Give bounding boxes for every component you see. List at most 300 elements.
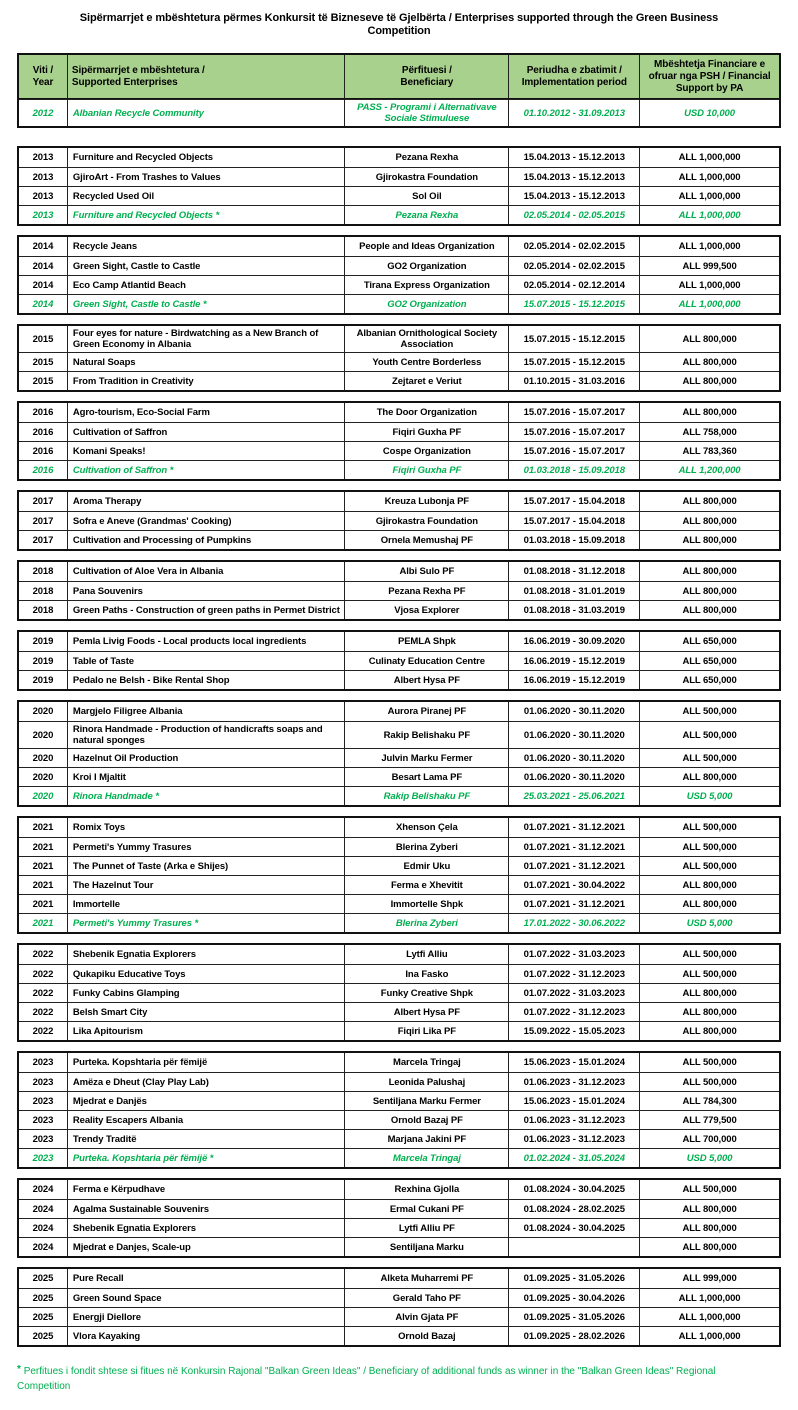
beneficiary-cell: Ornold Bazaj <box>344 1327 508 1345</box>
period-cell: 01.02.2024 - 31.05.2024 <box>508 1149 639 1167</box>
table-row <box>19 945 779 964</box>
table-row <box>19 721 779 748</box>
period-cell: 15.07.2015 - 15.12.2015 <box>508 295 639 313</box>
year-cell: 2022 <box>32 1025 54 1037</box>
enterprise-cell: From Tradition in Creativity <box>67 372 344 390</box>
beneficiary-cell: Xhenson Çela <box>344 818 508 837</box>
period-cell <box>508 1238 639 1256</box>
support-cell: USD 5,000 <box>639 1149 779 1167</box>
table-row <box>19 148 779 167</box>
enterprise-cell: Permeti's Yummy Trasures <box>67 838 344 856</box>
year-cell: 2018 <box>32 585 54 597</box>
period-cell: 02.05.2014 - 02.02.2015 <box>508 237 639 256</box>
table-row <box>19 651 779 670</box>
period-cell: 02.05.2014 - 02.02.2015 <box>508 257 639 275</box>
table-row <box>19 237 779 256</box>
period-cell: 01.06.2023 - 31.12.2023 <box>508 1130 639 1148</box>
support-cell: ALL 700,000 <box>639 1130 779 1148</box>
year-cell: 2019 <box>32 655 54 667</box>
enterprise-cell: Sofra e Aneve (Grandmas' Cooking) <box>67 512 344 530</box>
year-cell: 2016 <box>32 445 54 457</box>
header-beneficiary-en: Beneficiary <box>400 76 454 88</box>
beneficiary-cell: Albi Sulo PF <box>344 562 508 581</box>
year-cell: 2024 <box>32 1184 54 1195</box>
year-group <box>17 630 781 691</box>
support-cell: ALL 800,000 <box>639 895 779 913</box>
enterprise-cell: Agalma Sustainable Souvenirs <box>67 1200 344 1218</box>
table-row <box>19 294 779 313</box>
table-row <box>19 511 779 530</box>
beneficiary-cell: Rexhina Gjolla <box>344 1180 508 1199</box>
year-cell: 2022 <box>32 949 54 960</box>
beneficiary-cell: Marcela Tringaj <box>344 1053 508 1072</box>
footnote-text: Perfitues i fondit shtese si fitues në Konkursin Rajonal "Balkan Green Ideas" / Beneficiary of additional funds as winner in the "Balkan Green Ideas" Regional Competition <box>17 1366 716 1392</box>
period-cell: 01.03.2018 - 15.09.2018 <box>508 461 639 479</box>
period-cell: 01.06.2020 - 30.11.2020 <box>508 722 639 748</box>
header-cell-period <box>508 55 639 98</box>
beneficiary-cell: Blerina Zyberi <box>344 914 508 932</box>
table-row <box>19 837 779 856</box>
period-cell: 01.07.2021 - 31.12.2021 <box>508 818 639 837</box>
enterprise-cell: Hazelnut Oil Production <box>67 749 344 767</box>
period-cell: 01.09.2025 - 30.04.2026 <box>508 1289 639 1307</box>
enterprise-cell: Immortelle <box>67 895 344 913</box>
period-cell: 15.04.2013 - 15.12.2013 <box>508 168 639 186</box>
enterprise-cell: GjiroArt - From Trashes to Values <box>67 168 344 186</box>
table-row <box>19 600 779 619</box>
table-row <box>19 371 779 390</box>
support-cell: USD 10,000 <box>639 100 779 126</box>
beneficiary-cell: Pezana Rexha <box>344 148 508 167</box>
year-group <box>17 490 781 551</box>
support-cell: ALL 1,000,000 <box>639 206 779 224</box>
enterprise-cell: Recycle Jeans <box>67 237 344 256</box>
year-group <box>17 235 781 315</box>
enterprise-cell: Agro-tourism, Eco-Social Farm <box>67 403 344 422</box>
beneficiary-cell: Pezana Rexha <box>344 206 508 224</box>
enterprise-cell: Green Sound Space <box>67 1289 344 1307</box>
table-row <box>19 1148 779 1167</box>
year-cell: 2021 <box>32 822 54 833</box>
support-cell: ALL 800,000 <box>639 372 779 390</box>
year-cell: 2014 <box>32 279 54 291</box>
period-cell: 01.06.2020 - 30.11.2020 <box>508 749 639 767</box>
table-row <box>19 1110 779 1129</box>
beneficiary-cell: Gerald Taho PF <box>344 1289 508 1307</box>
period-cell: 16.06.2019 - 15.12.2019 <box>508 652 639 670</box>
table-row <box>19 1288 779 1307</box>
period-cell: 01.06.2023 - 31.12.2023 <box>508 1073 639 1091</box>
period-cell: 01.07.2021 - 30.04.2022 <box>508 876 639 894</box>
year-cell: 2021 <box>32 879 54 891</box>
support-cell: ALL 800,000 <box>639 1003 779 1021</box>
enterprise-cell: Cultivation of Saffron * <box>67 461 344 479</box>
enterprise-cell: Shebenik Egnatia Explorers <box>67 945 344 964</box>
support-cell: USD 5,000 <box>639 787 779 805</box>
year-cell: 2013 <box>32 152 54 163</box>
enterprise-cell: Mjedrat e Danjes, Scale-up <box>67 1238 344 1256</box>
beneficiary-cell: Albert Hysa PF <box>344 1003 508 1021</box>
support-cell: ALL 800,000 <box>639 403 779 422</box>
enterprise-cell: Mjedrat e Danjës <box>67 1092 344 1110</box>
period-cell: 15.07.2016 - 15.07.2017 <box>508 423 639 441</box>
year-cell: 2023 <box>32 1076 54 1088</box>
enterprise-cell: Ferma e Kërpudhave <box>67 1180 344 1199</box>
support-cell: ALL 1,000,000 <box>639 148 779 167</box>
enterprise-cell: Eco Camp Atlantid Beach <box>67 276 344 294</box>
support-cell: ALL 500,000 <box>639 1073 779 1091</box>
enterprise-cell: Pure Recall <box>67 1269 344 1288</box>
table-row <box>19 818 779 837</box>
support-cell: ALL 1,000,000 <box>639 295 779 313</box>
beneficiary-cell: Cospe Organization <box>344 442 508 460</box>
beneficiary-cell: Marjana Jakini PF <box>344 1130 508 1148</box>
header-cell-enterprise <box>67 55 344 98</box>
enterprise-cell: Albanian Recycle Community <box>67 100 344 126</box>
period-cell: 15.09.2022 - 15.05.2023 <box>508 1022 639 1040</box>
beneficiary-cell: Rakip Belishaku PF <box>344 722 508 748</box>
support-cell: USD 5,000 <box>639 914 779 932</box>
table-row <box>19 1072 779 1091</box>
year-group <box>17 816 781 934</box>
year-cell: 2023 <box>32 1152 54 1164</box>
enterprise-cell: Green Sight, Castle to Castle <box>67 257 344 275</box>
support-cell: ALL 1,000,000 <box>639 168 779 186</box>
beneficiary-cell: Besart Lama PF <box>344 768 508 786</box>
enterprise-cell: Cultivation of Aloe Vera in Albania <box>67 562 344 581</box>
table-row <box>19 403 779 422</box>
year-cell: 2022 <box>32 987 54 999</box>
support-cell: ALL 500,000 <box>639 722 779 748</box>
header-beneficiary-sq: Përfituesi / <box>401 64 452 76</box>
period-cell: 01.03.2018 - 15.09.2018 <box>508 531 639 549</box>
enterprise-cell: Cultivation of Saffron <box>67 423 344 441</box>
period-cell: 01.07.2022 - 31.12.2023 <box>508 1003 639 1021</box>
beneficiary-cell: Ina Fasko <box>344 965 508 983</box>
enterprise-cell: Komani Speaks! <box>67 442 344 460</box>
table-row <box>19 581 779 600</box>
year-cell: 2016 <box>32 464 54 476</box>
table-row <box>19 1237 779 1256</box>
beneficiary-cell: Fiqiri Guxha PF <box>344 423 508 441</box>
year-cell: 2025 <box>32 1273 54 1284</box>
support-cell: ALL 1,000,000 <box>639 1327 779 1345</box>
period-cell: 01.06.2020 - 30.11.2020 <box>508 702 639 721</box>
table-row <box>19 352 779 371</box>
support-cell: ALL 1,000,000 <box>639 1308 779 1326</box>
footnote-asterisk: * <box>17 1364 21 1375</box>
period-cell: 01.08.2024 - 30.04.2025 <box>508 1219 639 1237</box>
period-cell: 15.07.2016 - 15.07.2017 <box>508 403 639 422</box>
support-cell: ALL 800,000 <box>639 353 779 371</box>
period-cell: 01.10.2015 - 31.03.2016 <box>508 372 639 390</box>
year-group <box>17 943 781 1042</box>
period-cell: 01.09.2025 - 28.02.2026 <box>508 1327 639 1345</box>
table-row <box>19 702 779 721</box>
table-row <box>19 1002 779 1021</box>
beneficiary-cell: Fiqiri Guxha PF <box>344 461 508 479</box>
beneficiary-cell: Youth Centre Borderless <box>344 353 508 371</box>
beneficiary-cell: Tirana Express Organization <box>344 276 508 294</box>
year-group <box>17 1267 781 1347</box>
period-cell: 01.10.2012 - 31.09.2013 <box>508 100 639 126</box>
enterprise-cell: Belsh Smart City <box>67 1003 344 1021</box>
beneficiary-cell: Albert Hysa PF <box>344 671 508 689</box>
table-row <box>19 983 779 1002</box>
header-cell-support <box>639 55 779 98</box>
support-cell: ALL 500,000 <box>639 857 779 875</box>
enterprise-cell: Funky Cabins Glamping <box>67 984 344 1002</box>
support-cell: ALL 500,000 <box>639 1053 779 1072</box>
beneficiary-cell: Ferma e Xhevitit <box>344 876 508 894</box>
year-group <box>17 146 781 226</box>
support-cell: ALL 999,000 <box>639 1269 779 1288</box>
period-cell: 17.01.2022 - 30.06.2022 <box>508 914 639 932</box>
support-cell: ALL 800,000 <box>639 531 779 549</box>
beneficiary-cell: Edmir Uku <box>344 857 508 875</box>
enterprise-cell: Energji Diellore <box>67 1308 344 1326</box>
enterprise-cell: Lika Apitourism <box>67 1022 344 1040</box>
beneficiary-cell: Sol Oil <box>344 187 508 205</box>
table-row <box>19 748 779 767</box>
enterprise-cell: Margjelo Filigree Albania <box>67 702 344 721</box>
year-cell: 2025 <box>32 1292 54 1304</box>
year-group <box>17 1051 781 1169</box>
year-cell: 2021 <box>32 898 54 910</box>
header-period-sq: Periudha e zbatimit / <box>526 64 622 76</box>
support-cell: ALL 500,000 <box>639 1180 779 1199</box>
beneficiary-cell: Fiqiri Lika PF <box>344 1022 508 1040</box>
support-cell: ALL 1,200,000 <box>639 461 779 479</box>
beneficiary-cell: The Door Organization <box>344 403 508 422</box>
year-cell: 2015 <box>32 375 54 387</box>
support-cell: ALL 800,000 <box>639 492 779 511</box>
period-cell: 01.08.2018 - 31.03.2019 <box>508 601 639 619</box>
period-cell: 01.09.2025 - 31.05.2026 <box>508 1269 639 1288</box>
enterprise-cell: Purteka. Kopshtaria për fëmijë <box>67 1053 344 1072</box>
enterprise-cell: Table of Taste <box>67 652 344 670</box>
header-enterprise-sq: Sipërmarrjet e mbështetura / <box>71 64 205 76</box>
table-row <box>19 530 779 549</box>
table-row <box>19 256 779 275</box>
year-group <box>17 401 781 481</box>
period-cell: 15.07.2017 - 15.04.2018 <box>508 512 639 530</box>
table-row <box>19 1326 779 1345</box>
enterprise-cell: Vlora Kayaking <box>67 1327 344 1345</box>
period-cell: 15.07.2017 - 15.04.2018 <box>508 492 639 511</box>
period-cell: 15.07.2016 - 15.07.2017 <box>508 442 639 460</box>
year-cell: 2020 <box>32 752 54 764</box>
support-cell: ALL 800,000 <box>639 1219 779 1237</box>
support-cell: ALL 800,000 <box>639 562 779 581</box>
table-row <box>19 99 779 126</box>
year-cell: 2014 <box>32 241 54 252</box>
beneficiary-cell: Zejtaret e Veriut <box>344 372 508 390</box>
enterprise-cell: Rinora Handmade * <box>67 787 344 805</box>
period-cell: 02.05.2014 - 02.12.2014 <box>508 276 639 294</box>
year-cell: 2012 <box>32 107 54 119</box>
enterprise-cell: Cultivation and Processing of Pumpkins <box>67 531 344 549</box>
enterprise-cell: Kroi I Mjaltit <box>67 768 344 786</box>
support-cell: ALL 800,000 <box>639 601 779 619</box>
year-cell: 2022 <box>32 968 54 980</box>
support-cell: ALL 1,000,000 <box>639 187 779 205</box>
enterprise-cell: Four eyes for nature - Birdwatching as a New Branch of Green Economy in Albania <box>67 326 344 352</box>
header-year-sq: Viti / <box>32 64 54 76</box>
support-cell: ALL 500,000 <box>639 749 779 767</box>
beneficiary-cell: Rakip Belishaku PF <box>344 787 508 805</box>
year-cell: 2021 <box>32 860 54 872</box>
header-support-sq: Mbështetja Financiare e ofruar nga PSH / <box>648 58 766 82</box>
beneficiary-cell: Vjosa Explorer <box>344 601 508 619</box>
year-cell: 2020 <box>32 790 54 802</box>
period-cell: 01.08.2024 - 30.04.2025 <box>508 1180 639 1199</box>
year-cell: 2014 <box>32 260 54 272</box>
beneficiary-cell: Blerina Zyberi <box>344 838 508 856</box>
enterprise-cell: The Hazelnut Tour <box>67 876 344 894</box>
support-cell: ALL 1,000,000 <box>639 1289 779 1307</box>
beneficiary-cell: Pezana Rexha PF <box>344 582 508 600</box>
year-cell: 2021 <box>32 841 54 853</box>
support-cell: ALL 500,000 <box>639 945 779 964</box>
period-cell: 01.06.2020 - 30.11.2020 <box>508 768 639 786</box>
year-group <box>17 700 781 807</box>
support-cell: ALL 800,000 <box>639 768 779 786</box>
beneficiary-cell: Immortelle Shpk <box>344 895 508 913</box>
table-row <box>19 167 779 186</box>
period-cell: 01.07.2022 - 31.03.2023 <box>508 945 639 964</box>
beneficiary-cell: Leonida Palushaj <box>344 1073 508 1091</box>
period-cell: 01.06.2023 - 31.12.2023 <box>508 1111 639 1129</box>
year-cell: 2025 <box>32 1330 54 1342</box>
table-header-row <box>19 55 779 99</box>
year-cell: 2015 <box>32 333 54 345</box>
table-row <box>19 1129 779 1148</box>
support-cell: ALL 800,000 <box>639 984 779 1002</box>
support-cell: ALL 999,500 <box>639 257 779 275</box>
period-cell: 01.08.2024 - 28.02.2025 <box>508 1200 639 1218</box>
table-row <box>19 767 779 786</box>
table-row <box>19 1307 779 1326</box>
table-row <box>19 205 779 224</box>
table-row <box>19 913 779 932</box>
table-row <box>19 1199 779 1218</box>
table-row <box>19 856 779 875</box>
support-cell: ALL 758,000 <box>639 423 779 441</box>
beneficiary-cell: Gjirokastra Foundation <box>344 168 508 186</box>
year-cell: 2019 <box>32 674 54 686</box>
year-cell: 2017 <box>32 496 54 507</box>
period-cell: 15.04.2013 - 15.12.2013 <box>508 148 639 167</box>
enterprise-cell: Aroma Therapy <box>67 492 344 511</box>
period-cell: 15.04.2013 - 15.12.2013 <box>508 187 639 205</box>
enterprise-cell: Pemla Livig Foods - Local products local ingredients <box>67 632 344 651</box>
beneficiary-cell: Marcela Tringaj <box>344 1149 508 1167</box>
beneficiary-cell: Albanian Ornithological Society Association <box>344 326 508 352</box>
table-row <box>19 1053 779 1072</box>
year-cell: 2023 <box>32 1133 54 1145</box>
year-cell: 2013 <box>32 209 54 221</box>
enterprise-cell: The Punnet of Taste (Arka e Shijes) <box>67 857 344 875</box>
table-row <box>19 964 779 983</box>
year-cell: 2023 <box>32 1114 54 1126</box>
table-row <box>19 441 779 460</box>
year-cell: 2025 <box>32 1311 54 1323</box>
period-cell: 01.07.2022 - 31.12.2023 <box>508 965 639 983</box>
year-cell: 2013 <box>32 190 54 202</box>
support-cell: ALL 1,000,000 <box>639 237 779 256</box>
beneficiary-cell: Culinaty Education Centre <box>344 652 508 670</box>
period-cell: 15.06.2023 - 15.01.2024 <box>508 1092 639 1110</box>
beneficiary-cell: Aurora Piranej PF <box>344 702 508 721</box>
period-cell: 02.05.2014 - 02.05.2015 <box>508 206 639 224</box>
beneficiary-cell: Ornold Bazaj PF <box>344 1111 508 1129</box>
beneficiary-cell: Lytfi Alliu <box>344 945 508 964</box>
support-cell: ALL 650,000 <box>639 632 779 651</box>
enterprise-cell: Pana Souvenirs <box>67 582 344 600</box>
table-row <box>19 875 779 894</box>
beneficiary-cell: GO2 Organization <box>344 295 508 313</box>
beneficiary-cell: Ermal Cukani PF <box>344 1200 508 1218</box>
period-cell: 01.09.2025 - 31.05.2026 <box>508 1308 639 1326</box>
support-cell: ALL 783,360 <box>639 442 779 460</box>
header-cell-year <box>19 55 67 98</box>
year-cell: 2020 <box>32 771 54 783</box>
support-cell: ALL 800,000 <box>639 582 779 600</box>
year-cell: 2019 <box>32 636 54 647</box>
year-cell: 2013 <box>32 171 54 183</box>
beneficiary-cell: PASS - Programi i Alternativave Sociale Stimuluese <box>344 100 508 126</box>
enterprise-cell: Recycled Used Oil <box>67 187 344 205</box>
beneficiary-cell: Gjirokastra Foundation <box>344 512 508 530</box>
table-row <box>19 326 779 352</box>
year-groups-container <box>17 146 781 1347</box>
header-cell-beneficiary <box>344 55 508 98</box>
table-row <box>19 786 779 805</box>
year-cell: 2024 <box>32 1241 54 1253</box>
year-cell: 2020 <box>32 729 54 741</box>
enterprise-cell: Natural Soaps <box>67 353 344 371</box>
support-cell: ALL 779,500 <box>639 1111 779 1129</box>
enterprise-cell: Shebenik Egnatia Explorers <box>67 1219 344 1237</box>
table-row <box>19 562 779 581</box>
enterprise-cell: Green Sight, Castle to Castle * <box>67 295 344 313</box>
beneficiary-cell: Sentiljana Marku Fermer <box>344 1092 508 1110</box>
beneficiary-cell: Ornela Memushaj PF <box>344 531 508 549</box>
enterprise-cell: Furniture and Recycled Objects * <box>67 206 344 224</box>
support-cell: ALL 800,000 <box>639 876 779 894</box>
period-cell: 16.06.2019 - 30.09.2020 <box>508 632 639 651</box>
footnote <box>17 1364 781 1394</box>
support-cell: ALL 1,000,000 <box>639 276 779 294</box>
period-cell: 25.03.2021 - 25.06.2021 <box>508 787 639 805</box>
support-cell: ALL 650,000 <box>639 652 779 670</box>
table-row <box>19 1180 779 1199</box>
year-cell: 2024 <box>32 1203 54 1215</box>
period-cell: 01.07.2021 - 31.12.2021 <box>508 838 639 856</box>
beneficiary-cell: PEMLA Shpk <box>344 632 508 651</box>
table-row <box>19 275 779 294</box>
beneficiary-cell: Sentiljana Marku <box>344 1238 508 1256</box>
header-support-en: Financial Support by PA <box>675 70 771 94</box>
period-cell: 01.07.2021 - 31.12.2021 <box>508 857 639 875</box>
enterprise-cell: Purteka. Kopshtaria për fëmijë * <box>67 1149 344 1167</box>
year-group <box>17 324 781 392</box>
header-year-en: Year <box>32 76 54 88</box>
beneficiary-cell: People and Ideas Organization <box>344 237 508 256</box>
enterprise-cell: Furniture and Recycled Objects <box>67 148 344 167</box>
year-cell: 2017 <box>32 515 54 527</box>
